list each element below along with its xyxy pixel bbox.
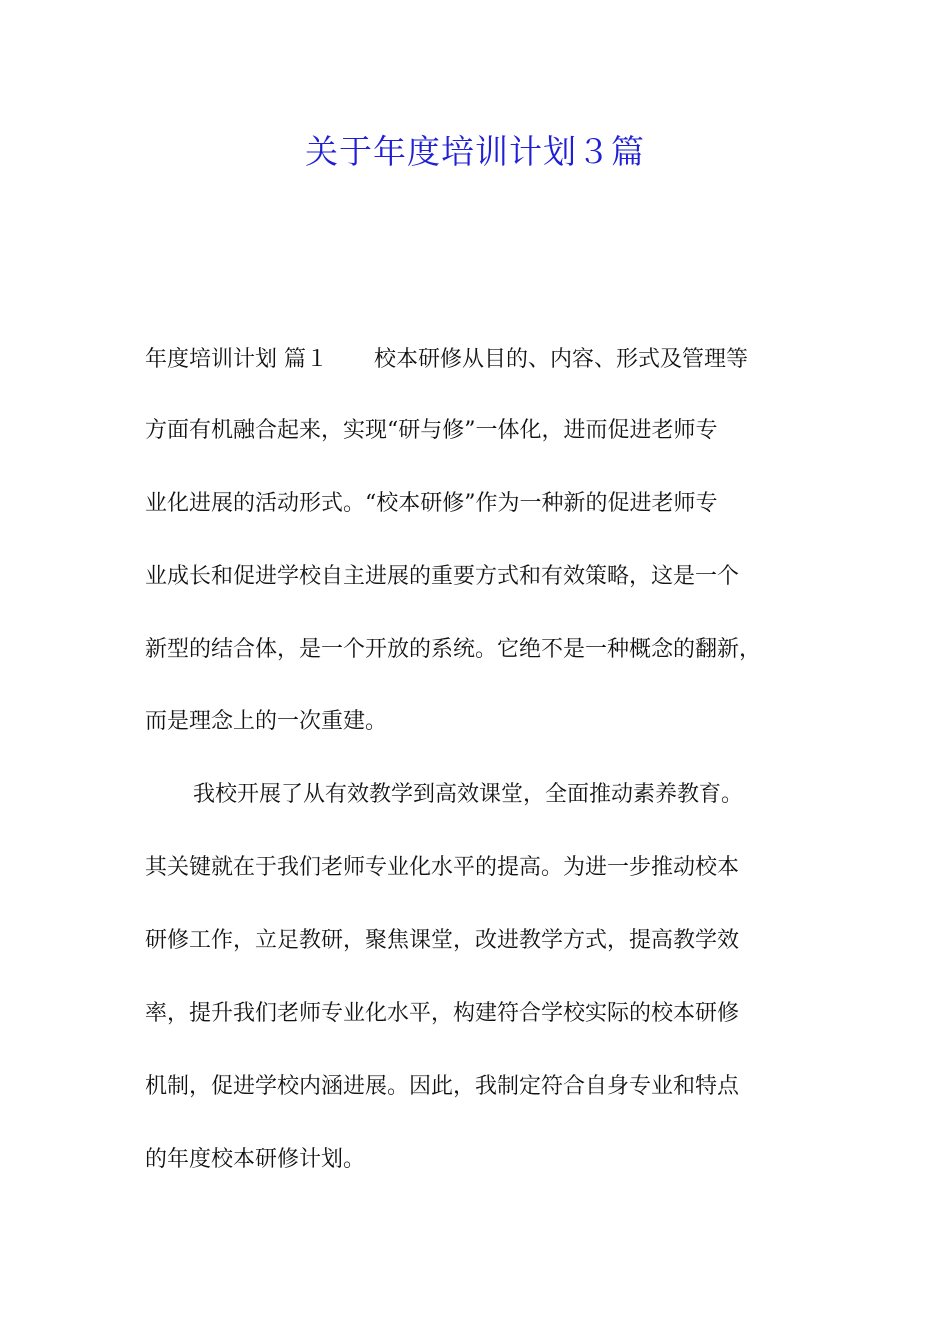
paragraph-1-line-4: 业成长和促进学校自主进展的重要方式和有效策略，这是一个 <box>145 564 740 589</box>
paragraph-2-line-1: 我校开展了从有效教学到高效课堂，全面推动素养教育。 <box>193 782 744 807</box>
paragraph-2-line-3: 研修工作，立足教研，聚焦课堂，改进教学方式，提高教学效 <box>145 928 740 953</box>
section-heading: 年度培训计划 篇１ <box>145 347 328 372</box>
paragraph-2-line-6: 的年度校本研修计划。 <box>145 1147 366 1172</box>
paragraph-text: 校本研修从目的、内容、形式及管理等 <box>374 347 749 372</box>
paragraph-1-line-2: 方面有机融合起来，实现“研与修”一体化，进而促进老师专 <box>145 418 718 443</box>
paragraph-2-line-5: 机制，促进学校内涵进展。因此，我制定符合自身专业和特点 <box>145 1074 740 1099</box>
paragraph-1-line-5: 新型的结合体，是一个开放的系统。它绝不是一种概念的翻新， <box>145 637 762 662</box>
paragraph-2-line-4: 率，提升我们老师专业化水平，构建符合学校实际的校本研修 <box>145 1001 740 1026</box>
paragraph-2-line-2: 其关键就在于我们老师专业化水平的提高。为进一步推动校本 <box>145 855 740 880</box>
paragraph-1-line-6: 而是理念上的一次重建。 <box>145 709 388 734</box>
paragraph-1-line-3: 业化进展的活动形式。“校本研修”作为一种新的促进老师专 <box>145 491 718 516</box>
document-title: 关于年度培训计划３篇 <box>305 132 645 171</box>
paragraph-1-line-1 <box>145 344 748 376</box>
